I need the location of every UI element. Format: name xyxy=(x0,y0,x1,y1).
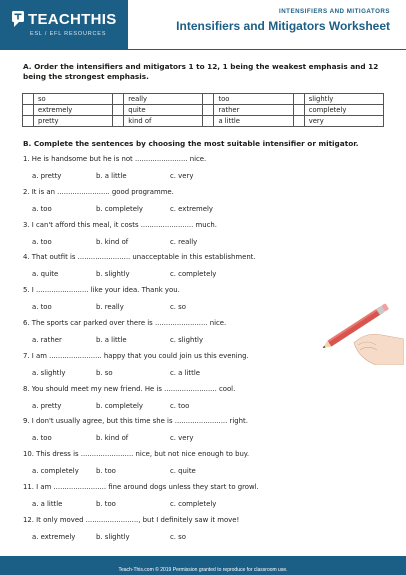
answer-option[interactable]: c. completely xyxy=(170,499,217,508)
header-divider xyxy=(128,49,406,50)
question-text: 2. It is an ........................ good programme. xyxy=(23,187,174,196)
question-text: 4. That outfit is ........................ unacceptable in this establishment. xyxy=(23,253,256,262)
question-text: 12. It only moved ........................, but I definitely saw it move! xyxy=(23,515,240,524)
answer-option[interactable]: a. extremely xyxy=(32,532,76,541)
answer-option[interactable]: c. a little xyxy=(170,368,200,377)
answer-option[interactable]: a. pretty xyxy=(32,401,62,410)
rank-answer-box[interactable] xyxy=(203,105,214,116)
answer-option[interactable]: c. extremely xyxy=(170,204,213,213)
worksheet-title: Intensifiers and Mitigators Worksheet xyxy=(176,19,390,33)
answer-options xyxy=(23,466,383,476)
answer-option[interactable]: b. really xyxy=(96,303,124,312)
answer-options xyxy=(23,237,383,247)
ranking-word: very xyxy=(304,116,383,127)
question-text: 10. This dress is ........................ nice, but not nice enough to buy. xyxy=(23,450,250,459)
answer-options xyxy=(23,401,383,411)
answer-option[interactable]: b. a little xyxy=(96,172,127,180)
rank-answer-box[interactable] xyxy=(293,116,304,127)
answer-option[interactable]: a. rather xyxy=(32,335,62,344)
question-text: 3. I can't afford this meal, it costs ........................ much. xyxy=(23,220,217,229)
rank-answer-box[interactable] xyxy=(113,116,124,127)
answer-option[interactable]: a. slightly xyxy=(32,368,66,377)
rank-answer-box[interactable] xyxy=(203,94,214,105)
answer-option[interactable]: c. too xyxy=(170,401,190,410)
question-text: 7. I am ........................ happy that you could join us this evening. xyxy=(23,351,249,360)
rank-answer-box[interactable] xyxy=(293,105,304,116)
section-a-instruction: A. Order the intensifiers and mitigators 1 to 12, 1 being the weakest emphasis and 12 being the strongest emphasis. xyxy=(23,62,379,81)
answer-option[interactable]: a. too xyxy=(32,204,52,213)
ranking-row xyxy=(23,105,384,116)
answer-option[interactable]: a. too xyxy=(32,303,52,312)
question-item xyxy=(23,384,383,417)
question-item xyxy=(23,416,383,449)
question-item xyxy=(23,220,383,253)
answer-option[interactable]: c. slightly xyxy=(170,335,204,344)
answer-option[interactable]: a. too xyxy=(32,237,52,246)
answer-option[interactable]: a. too xyxy=(32,434,52,443)
ranking-word: too xyxy=(214,94,293,105)
footer xyxy=(0,556,406,575)
answer-option[interactable]: c. quite xyxy=(170,467,196,476)
answer-option[interactable]: a. completely xyxy=(32,467,79,476)
worksheet-header xyxy=(0,0,406,50)
logo-subtitle: ESL / EFL RESOURCES xyxy=(30,31,107,37)
question-text: 1. He is handsome but he is not ........................ nice. xyxy=(23,155,207,163)
ranking-word: so xyxy=(34,94,113,105)
answer-options xyxy=(23,204,383,214)
question-item xyxy=(23,449,383,482)
ranking-word: completely xyxy=(304,105,383,116)
answer-options xyxy=(23,499,383,509)
answer-option[interactable]: c. very xyxy=(170,172,194,180)
answer-option[interactable]: b. a little xyxy=(96,335,127,344)
ranking-word: kind of xyxy=(124,116,203,127)
question-item xyxy=(23,482,383,515)
answer-options xyxy=(23,171,383,181)
answer-option[interactable]: c. very xyxy=(170,434,194,443)
question-item xyxy=(23,252,383,285)
question-text: 5. I ........................ like your idea. Thank you. xyxy=(23,286,180,295)
question-text: 11. I am ........................ fine around dogs unless they start to growl. xyxy=(23,482,259,491)
answer-option[interactable]: b. too xyxy=(96,467,116,476)
ranking-word: slightly xyxy=(304,94,383,105)
answer-option[interactable]: a. a little xyxy=(32,499,63,508)
ranking-row xyxy=(23,94,384,105)
footer-text: Teach-This.com © 2019 Permission granted to reproduce for classroom use. xyxy=(118,567,288,573)
question-item xyxy=(23,515,383,548)
ranking-word: extremely xyxy=(34,105,113,116)
answer-option[interactable]: b. kind of xyxy=(96,237,129,246)
answer-option[interactable]: b. kind of xyxy=(96,434,129,443)
answer-option[interactable]: b. too xyxy=(96,499,116,508)
rank-answer-box[interactable] xyxy=(113,105,124,116)
answer-options xyxy=(23,532,383,542)
rank-answer-box[interactable] xyxy=(203,116,214,127)
answer-option[interactable]: c. so xyxy=(170,532,186,541)
answer-option[interactable]: b. completely xyxy=(96,204,143,213)
question-text: 9. I don't usually agree, but this time she is ........................ right. xyxy=(23,417,248,426)
ranking-word: pretty xyxy=(34,116,113,127)
question-item xyxy=(23,154,383,187)
hand-pencil-icon xyxy=(314,285,404,365)
logo xyxy=(0,0,128,50)
category-label: INTENSIFIERS AND MITIGATORS xyxy=(278,8,390,15)
answer-option[interactable]: b. slightly xyxy=(96,532,130,541)
answer-option[interactable]: b. completely xyxy=(96,401,143,410)
answer-options xyxy=(23,433,383,443)
answer-options xyxy=(23,368,383,378)
rank-answer-box[interactable] xyxy=(113,94,124,105)
ranking-word: a little xyxy=(214,116,293,127)
answer-option[interactable]: a. pretty xyxy=(32,172,62,180)
rank-answer-box[interactable] xyxy=(23,105,34,116)
answer-option[interactable]: c. so xyxy=(170,303,186,312)
speech-bubble-icon xyxy=(11,10,25,28)
header-titles xyxy=(176,8,390,33)
ranking-table xyxy=(22,93,384,127)
logo-text: TEACHTHIS xyxy=(28,10,117,28)
answer-option[interactable]: c. completely xyxy=(170,270,217,279)
answer-option[interactable]: b. so xyxy=(96,368,113,377)
logo-main xyxy=(11,10,117,28)
section-b-instruction: B. Complete the sentences by choosing the most suitable intensifier or mitigator. xyxy=(23,139,359,148)
question-text: 6. The sports car parked over there is ........................ nice. xyxy=(23,318,227,327)
ranking-word: really xyxy=(124,94,203,105)
ranking-row xyxy=(23,116,384,127)
rank-answer-box[interactable] xyxy=(293,94,304,105)
answer-option[interactable]: b. slightly xyxy=(96,270,130,279)
ranking-word: rather xyxy=(214,105,293,116)
question-text: 8. You should meet my new friend. He is ........................ cool. xyxy=(23,384,236,393)
rank-answer-box[interactable] xyxy=(23,94,34,105)
answer-options xyxy=(23,269,383,279)
answer-option[interactable]: c. really xyxy=(170,237,198,246)
answer-option[interactable]: a. quite xyxy=(32,270,59,279)
rank-answer-box[interactable] xyxy=(23,116,34,127)
ranking-word: quite xyxy=(124,105,203,116)
question-item xyxy=(23,187,383,220)
